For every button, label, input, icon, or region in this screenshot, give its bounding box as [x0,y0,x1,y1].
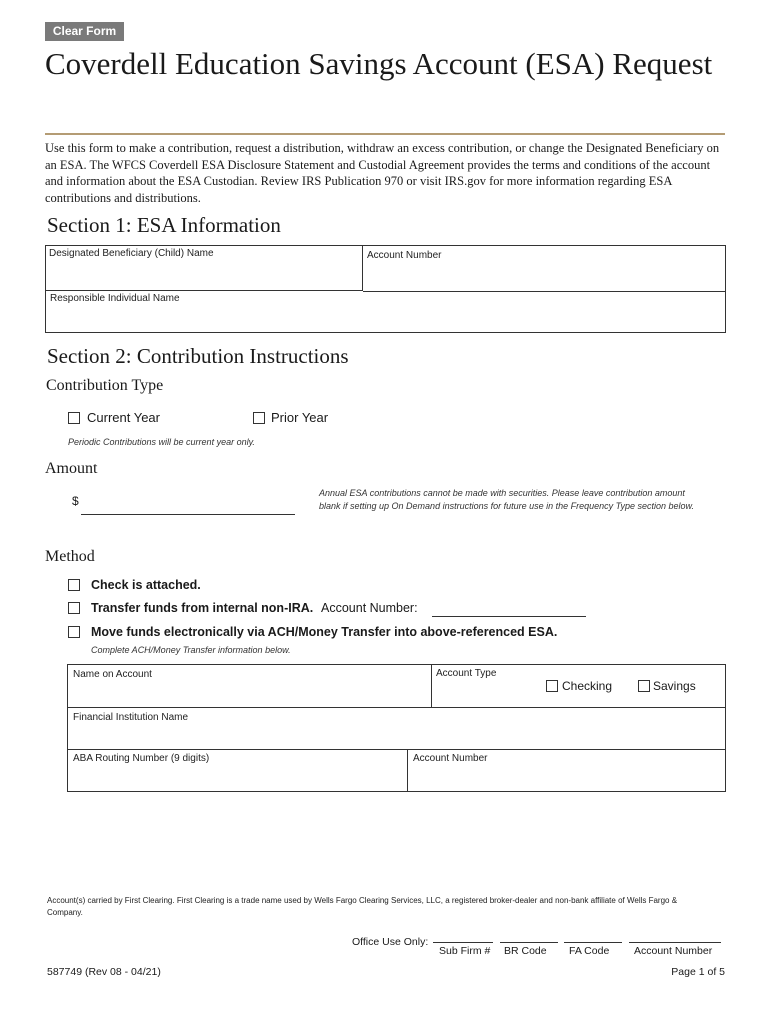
sub-firm-label: Sub Firm # [439,945,491,957]
account-number-field[interactable] [363,245,726,292]
move-funds-label: Move funds electronically via ACH/Money Transfer into above-referenced ESA. [91,625,558,639]
account-number-label: Account Number [367,250,442,261]
section1-title: Section 1: ESA Information [47,213,281,237]
form-number: 587749 (Rev 08 - 04/21) [47,966,161,978]
beneficiary-name-label: Designated Beneficiary (Child) Name [49,248,214,259]
transfer-account-label: Account Number: [321,601,418,615]
beneficiary-name-field[interactable] [45,245,363,291]
account-type-cell [432,665,725,708]
account-type-label: Account Type [436,668,497,679]
amount-note: Annual ESA contributions cannot be made with securities. Please leave contribution amount blank if setting up On Demand instructions for future use in the Frequency Type section below. [319,488,695,511]
office-account-number-line[interactable] [629,942,721,943]
esa-info-table [45,245,726,333]
ach-note: Complete ACH/Money Transfer information below. [91,645,291,655]
ach-account-number-field[interactable] [408,750,725,791]
current-year-checkbox[interactable] [68,412,80,424]
savings-checkbox[interactable] [638,680,650,692]
prior-year-label: Prior Year [271,410,329,425]
ach-info-table [67,664,726,792]
checking-label: Checking [562,679,613,693]
transfer-funds-checkbox[interactable] [68,602,80,614]
fa-code-line[interactable] [564,942,622,943]
checking-checkbox[interactable] [546,680,558,692]
office-use-label: Office Use Only: [352,936,429,948]
check-attached-checkbox[interactable] [68,579,80,591]
routing-number-label: ABA Routing Number (9 digits) [73,753,210,764]
current-year-label: Current Year [87,410,160,425]
responsible-individual-label: Responsible Individual Name [50,293,180,304]
move-funds-checkbox[interactable] [68,626,80,638]
responsible-individual-field[interactable] [46,291,725,332]
periodic-contributions-note: Periodic Contributions will be current year only. [68,437,255,447]
check-attached-label: Check is attached. [91,578,201,592]
financial-institution-field[interactable] [68,708,725,750]
method-heading: Method [45,548,95,565]
clearing-disclosure: Account(s) carried by First Clearing. First Clearing is a trade name used by Wells Fargo Clearing Services, LLC, a registered broker-dealer and non-bank affiliate of Wells Fargo & Company. [47,896,678,917]
page-title: Coverdell Education Savings Account (ESA) Request [45,46,713,81]
transfer-account-input-line[interactable] [432,616,586,617]
amount-heading: Amount [45,460,98,477]
sub-firm-line[interactable] [433,942,493,943]
savings-label: Savings [653,679,696,693]
financial-institution-label: Financial Institution Name [73,712,189,723]
routing-number-field[interactable] [68,750,408,791]
name-on-account-field[interactable] [68,665,432,708]
br-code-line[interactable] [500,942,558,943]
name-on-account-label: Name on Account [73,669,152,680]
office-account-number-label: Account Number [634,945,713,957]
title-divider [45,133,725,135]
intro-text: Use this form to make a contribution, request a distribution, withdraw an excess contribution, or change the Designated Beneficiary on an ESA. The WFCS Coverdell ESA Disclosure Statement and Custodial Agreement provides the terms and conditions of the account and information about the ESA Custodian. Review IRS Publication 970 or visit IRS.gov for more information regarding ESA contributions and distributions. [45,141,720,205]
clear-form-button[interactable]: Clear Form [45,22,124,41]
fa-code-label: FA Code [569,945,610,957]
contribution-type-heading: Contribution Type [46,377,164,394]
br-code-label: BR Code [504,945,547,957]
ach-account-number-label: Account Number [413,753,488,764]
amount-input-line[interactable] [81,514,295,515]
dollar-sign: $ [72,494,79,508]
prior-year-checkbox[interactable] [253,412,265,424]
transfer-funds-label: Transfer funds from internal non-IRA. [91,601,314,615]
section2-title: Section 2: Contribution Instructions [47,344,349,368]
page-number: Page 1 of 5 [671,966,725,978]
